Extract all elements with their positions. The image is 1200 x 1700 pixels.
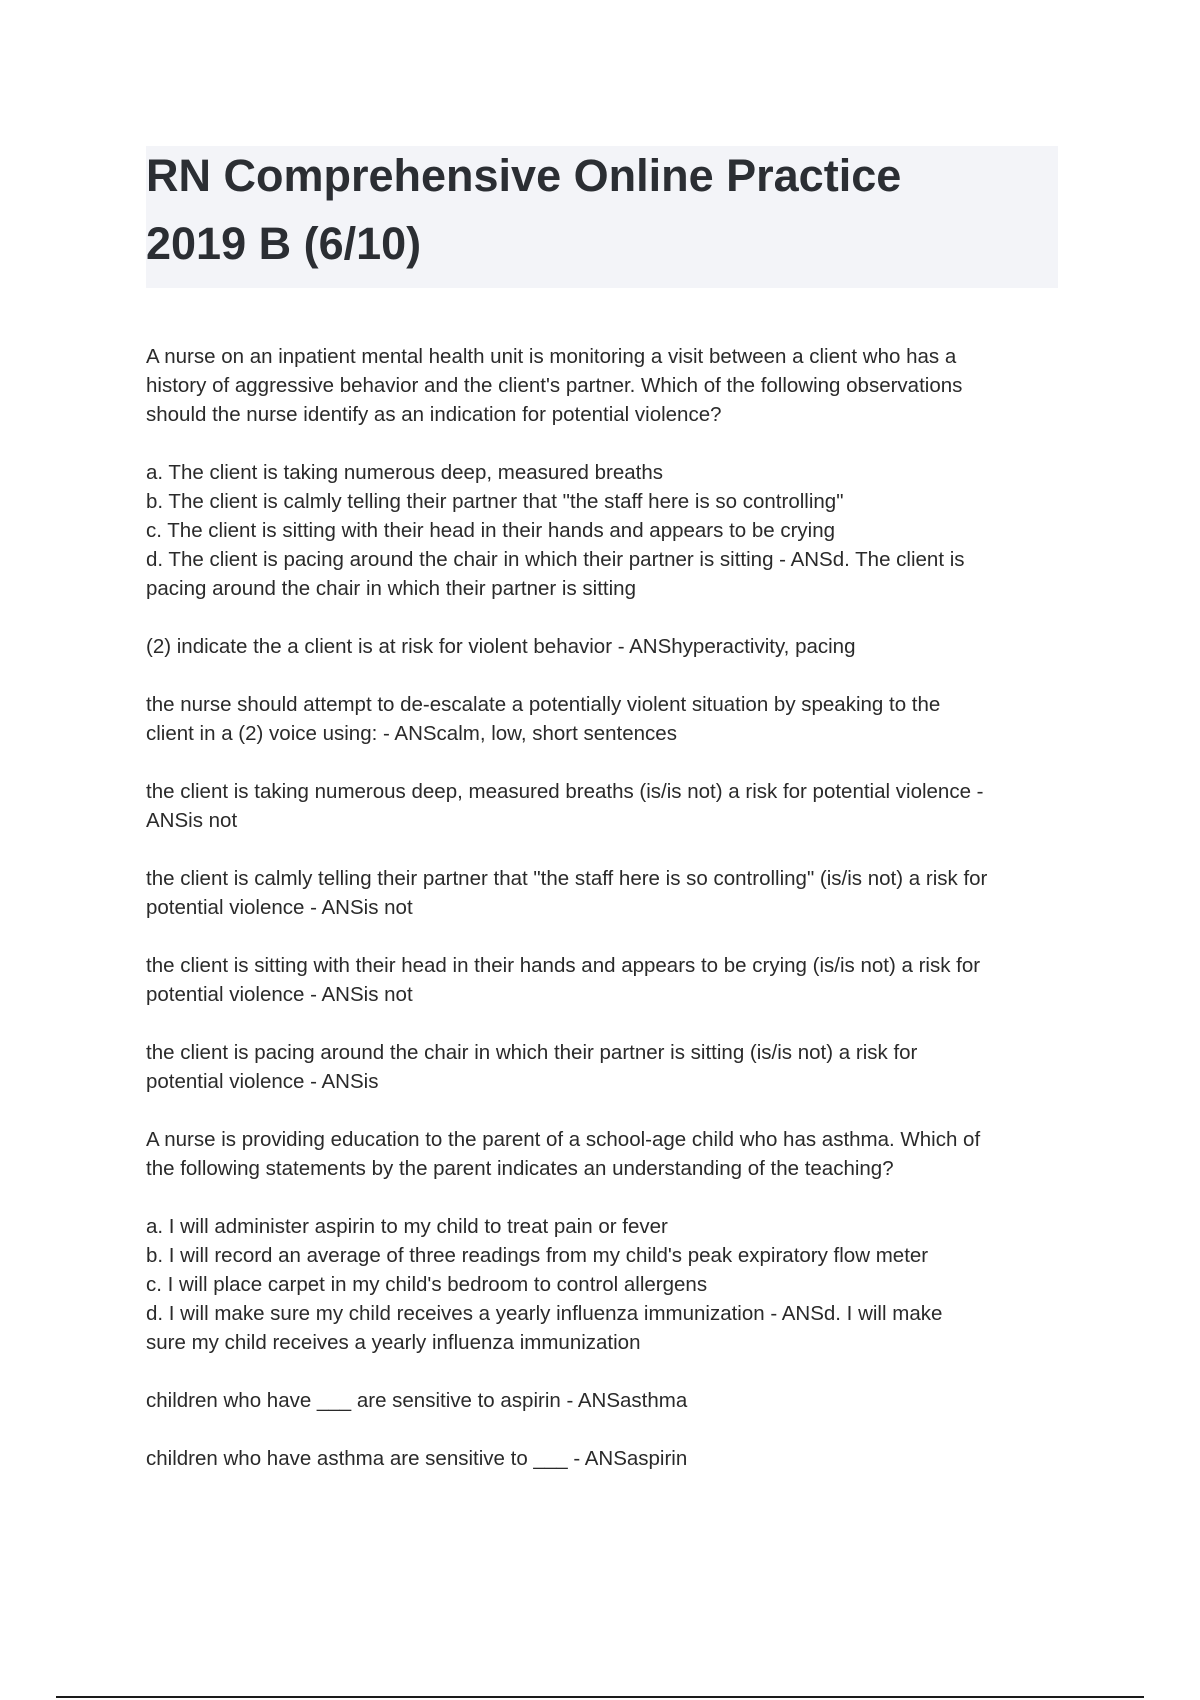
text-line: ANSis not bbox=[146, 809, 238, 832]
flashcard bbox=[146, 777, 1066, 835]
flashcard bbox=[146, 1386, 1066, 1415]
option-line: sure my child receives a yearly influenza immunization bbox=[146, 1331, 641, 1354]
flashcard bbox=[146, 951, 1066, 1009]
question-2-stem bbox=[146, 1125, 1066, 1183]
option-line: b. I will record an average of three readings from my child's peak expiratory flow meter bbox=[146, 1244, 929, 1267]
text-line: the following statements by the parent indicates an understanding of the teaching? bbox=[146, 1157, 894, 1180]
text-line: the client is pacing around the chair in which their partner is sitting (is/is not) a risk for bbox=[146, 1041, 918, 1064]
text-line: potential violence - ANSis not bbox=[146, 896, 413, 919]
text-line: the client is calmly telling their partner that "the staff here is so controlling" (is/is not) a risk for bbox=[146, 867, 988, 890]
flashcard bbox=[146, 632, 1066, 661]
text-line: children who have asthma are sensitive to ___ - ANSaspirin bbox=[146, 1447, 688, 1470]
option-line: a. I will administer aspirin to my child to treat pain or fever bbox=[146, 1215, 668, 1238]
option-line: pacing around the chair in which their partner is sitting bbox=[146, 577, 636, 600]
text-line: potential violence - ANSis not bbox=[146, 983, 413, 1006]
text-line: the client is taking numerous deep, measured breaths (is/is not) a risk for potential violence - bbox=[146, 780, 984, 803]
option-line: c. I will place carpet in my child's bedroom to control allergens bbox=[146, 1273, 708, 1296]
option-line: d. The client is pacing around the chair in which their partner is sitting - ANSd. The client is bbox=[146, 548, 965, 571]
text-line: the nurse should attempt to de-escalate a potentially violent situation by speaking to the bbox=[146, 693, 941, 716]
flashcard bbox=[146, 690, 1066, 748]
text-line: history of aggressive behavior and the client's partner. Which of the following observations bbox=[146, 374, 963, 397]
text-line: should the nurse identify as an indication for potential violence? bbox=[146, 403, 722, 426]
question-2-options bbox=[146, 1212, 1066, 1357]
document-title bbox=[146, 142, 1046, 278]
text-line: potential violence - ANSis bbox=[146, 1070, 379, 1093]
option-line: b. The client is calmly telling their partner that "the staff here is so controlling" bbox=[146, 490, 844, 513]
question-1-stem bbox=[146, 342, 1066, 429]
text-line: A nurse is providing education to the parent of a school-age child who has asthma. Which of bbox=[146, 1128, 981, 1151]
text-line: the client is sitting with their head in their hands and appears to be crying (is/is not) a risk for bbox=[146, 954, 981, 977]
title-line: RN Comprehensive Online Practice bbox=[146, 150, 902, 201]
flashcard bbox=[146, 1038, 1066, 1096]
flashcard bbox=[146, 864, 1066, 922]
text-line: A nurse on an inpatient mental health unit is monitoring a visit between a client who has a bbox=[146, 345, 957, 368]
option-line: c. The client is sitting with their head in their hands and appears to be crying bbox=[146, 519, 836, 542]
footer-divider bbox=[56, 1696, 1144, 1698]
option-line: a. The client is taking numerous deep, measured breaths bbox=[146, 461, 663, 484]
text-line: (2) indicate the a client is at risk for violent behavior - ANShyperactivity, pacing bbox=[146, 635, 856, 658]
text-line: children who have ___ are sensitive to aspirin - ANSasthma bbox=[146, 1389, 688, 1412]
flashcard bbox=[146, 1444, 1066, 1473]
document-body bbox=[146, 342, 1066, 1502]
title-line: 2019 B (6/10) bbox=[146, 218, 422, 269]
text-line: client in a (2) voice using: - ANScalm, low, short sentences bbox=[146, 722, 677, 745]
question-1-options bbox=[146, 458, 1066, 603]
option-line: d. I will make sure my child receives a yearly influenza immunization - ANSd. I will make bbox=[146, 1302, 943, 1325]
